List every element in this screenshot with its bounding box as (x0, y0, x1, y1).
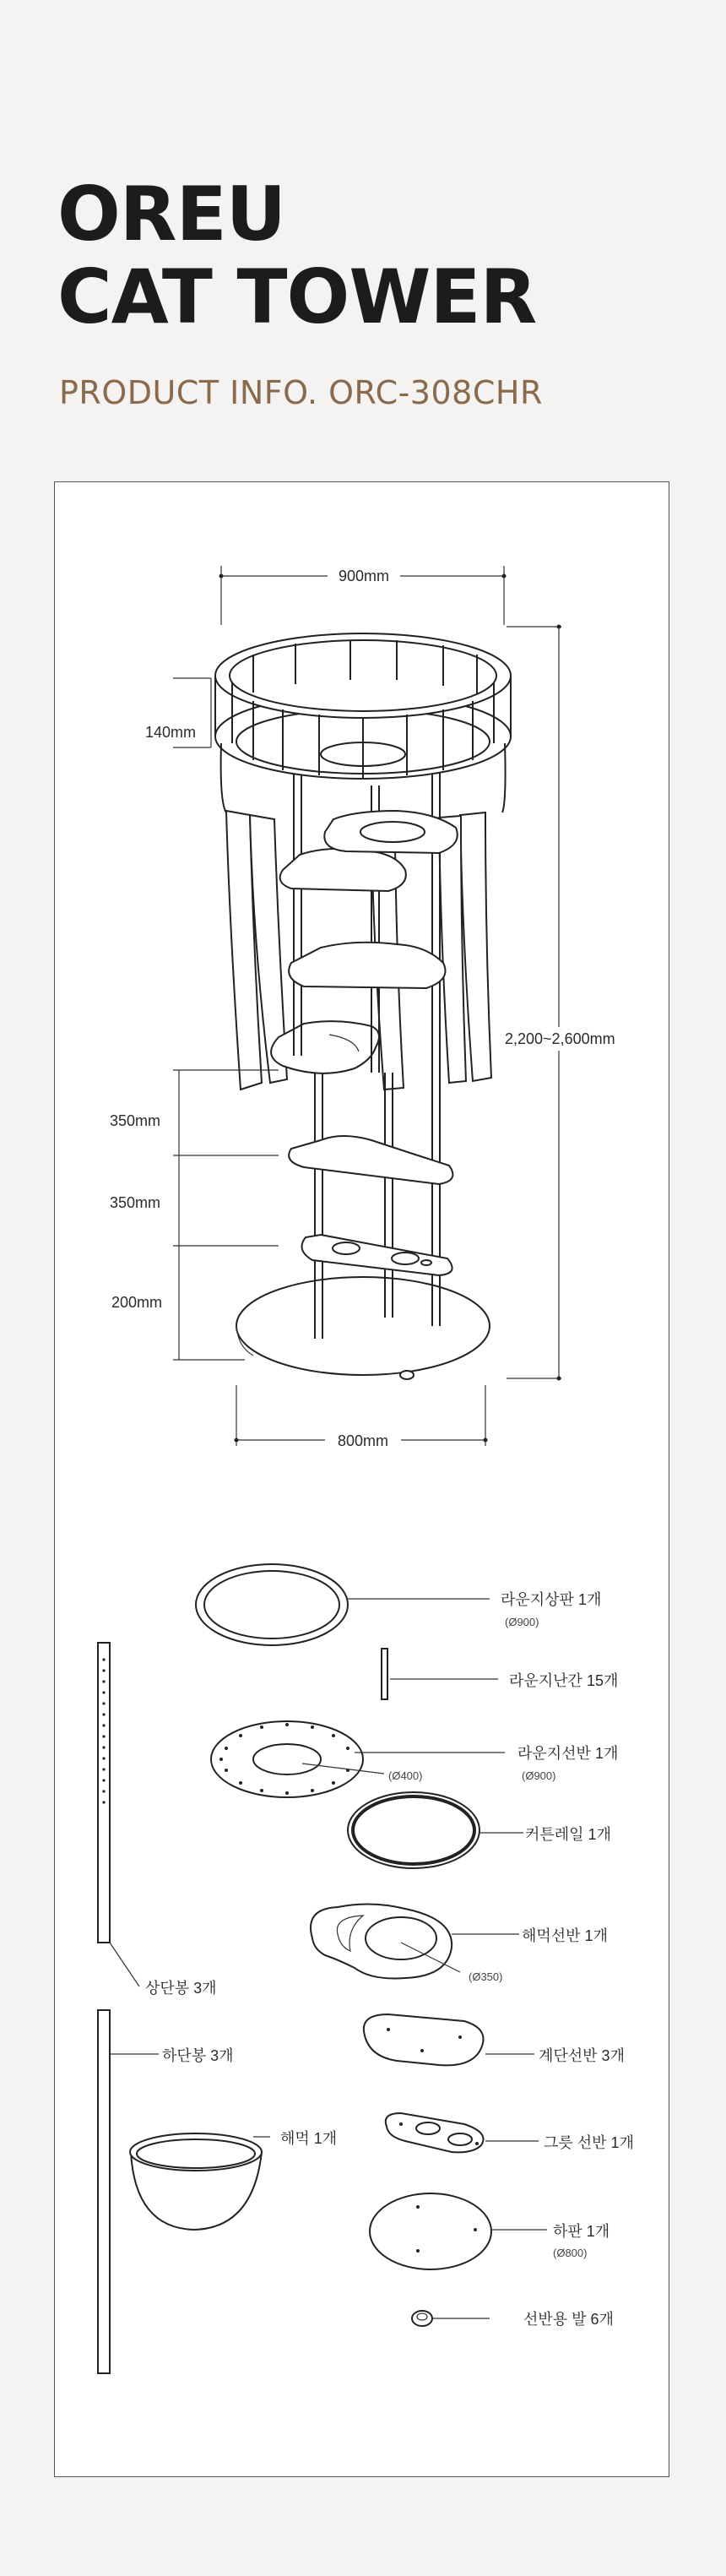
part-label-lounge-top: 라운지상판 1개 (501, 1591, 602, 1608)
part-label-hammock-shelf: 해먹선반 1개 (522, 1927, 608, 1944)
part-spec-lounge-shelf: (Ø900) (522, 1769, 556, 1782)
part-label-upper-rod: 상단봉 3개 (145, 1980, 217, 1997)
part-label-curtain-rail: 커튼레일 1개 (525, 1826, 611, 1843)
part-label-hammock: 해먹 1개 (280, 2130, 338, 2147)
part-inner-lounge-shelf: (Ø400) (388, 1769, 423, 1782)
part-label-bowl-shelf: 그릇 선반 1개 (544, 2134, 634, 2151)
dim-gap-1: 350mm (110, 1112, 161, 1129)
part-label-base-plate: 하판 1개 (553, 2223, 610, 2240)
title-line-1: OREU (57, 171, 286, 258)
exploded-parts-diagram (98, 1564, 547, 2373)
part-label-step-shelf: 계단선반 3개 (539, 2047, 625, 2064)
cat-tower-illustration (215, 633, 511, 1379)
dim-total-height: 2,200~2,600mm (505, 1030, 615, 1047)
dim-gap-3: 200mm (111, 1294, 163, 1311)
product-info-subtitle: PRODUCT INFO. ORC-308CHR (59, 374, 543, 411)
part-spec-lounge-top: (Ø900) (505, 1616, 539, 1628)
part-label-lounge-railing: 라운지난간 15개 (509, 1672, 619, 1689)
part-label-shelf-foot: 선반용 발 6개 (523, 2311, 614, 2328)
part-spec-base-plate: (Ø800) (553, 2247, 588, 2259)
dim-ring-height: 140mm (145, 724, 197, 741)
title-line-2: CAT TOWER (57, 253, 537, 340)
dim-width-base: 800mm (337, 1432, 389, 1449)
dim-gap-2: 350mm (110, 1194, 161, 1211)
part-label-lounge-shelf: 라운지선반 1개 (517, 1745, 619, 1762)
part-label-lower-rod: 하단봉 3개 (162, 2047, 234, 2064)
part-inner-hammock-shelf: (Ø350) (469, 1970, 503, 1983)
dim-width-top: 900mm (338, 568, 390, 584)
